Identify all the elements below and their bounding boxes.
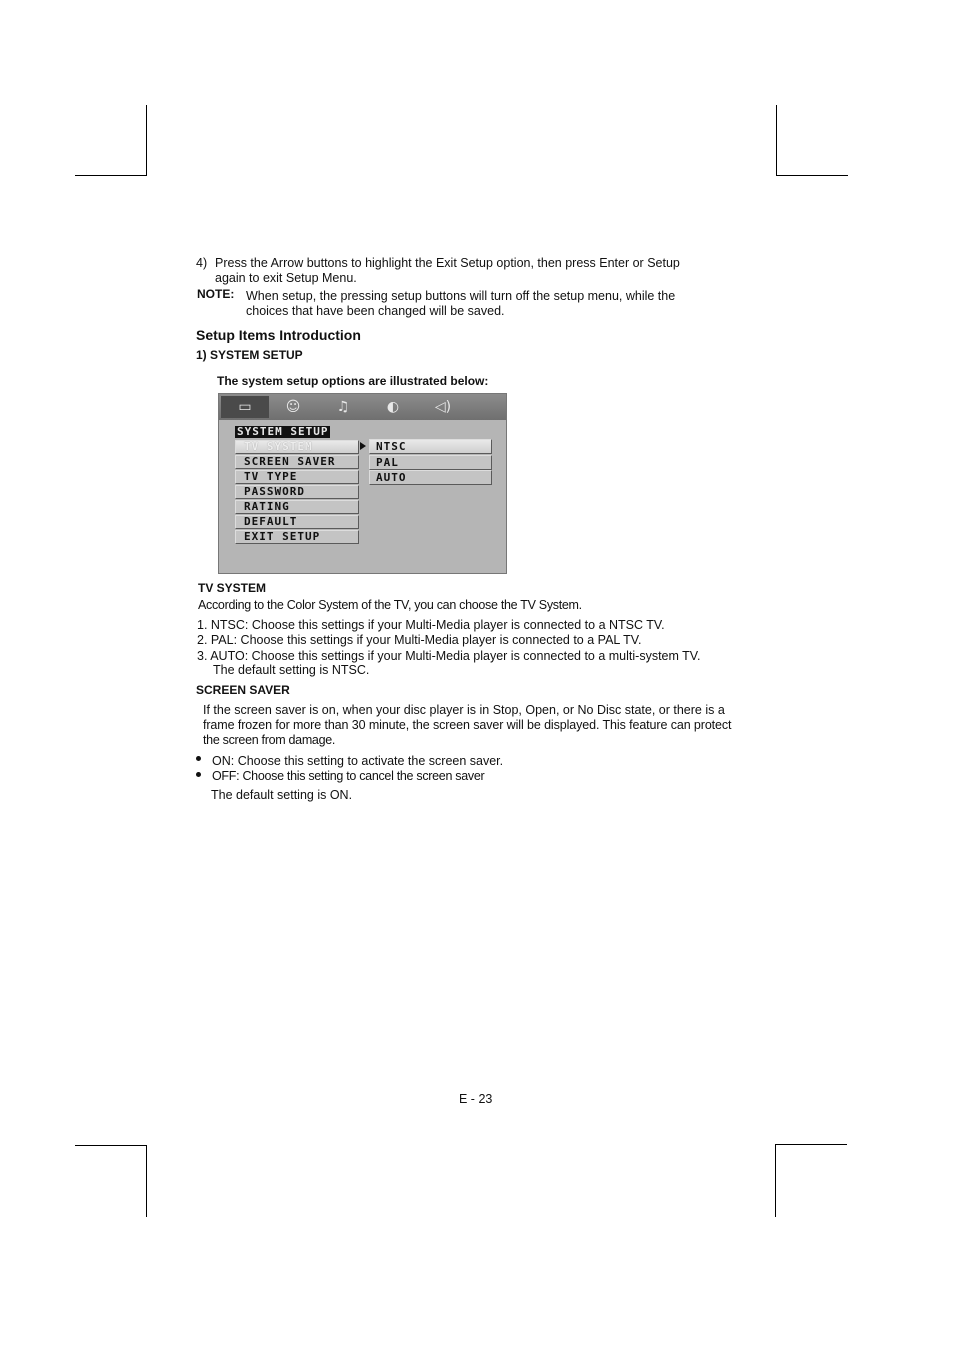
osd-menu-rating[interactable] [235,500,359,514]
osd-menu-default[interactable] [235,515,359,529]
step4-line2: again to exit Setup Menu. [215,271,357,285]
tv-system-heading: TV SYSTEM [198,581,267,595]
speaker-icon: ◁) [434,399,452,415]
osd-menu-label: DEFAULT [244,515,298,528]
crop-mark-top-right-v [776,105,777,176]
osd-menu-label: SCREEN SAVER [244,455,336,468]
crop-mark-bottom-right-h [775,1144,847,1145]
osd-option-label: AUTO [376,471,407,484]
step-number: 4) [196,256,208,270]
crop-mark-top-left-v [146,105,147,176]
screen-saver-on: ON: Choose this setting to activate the screen saver. [212,754,504,768]
system-icon: ▭ [221,396,269,418]
tv-system-item-auto: 3. AUTO: Choose this settings if your Multi-Media player is connected to a multi-system TV. [197,649,701,663]
tv-system-item-pal: 2. PAL: Choose this settings if your Multi-Media player is connected to a PAL TV. [197,633,642,647]
osd-menu-label: PASSWORD [244,485,305,498]
video-icon: ◐ [386,399,400,415]
crop-mark-top-left-h [75,175,147,176]
screen-saver-para-line2: frame frozen for more than 30 minute, the screen saver will be displayed. This feature can protect [203,718,732,732]
osd-title: SYSTEM SETUP [237,425,329,438]
note-line2: choices that have been changed will be saved. [246,304,505,318]
osd-menu-screen-saver[interactable] [235,455,359,469]
screen-saver-para-line3: the screen from damage. [203,733,336,747]
screen-saver-default: The default setting is ON. [211,788,353,802]
note-line1: When setup, the pressing setup buttons will turn off the setup menu, while the [246,289,676,303]
osd-menu-label: EXIT SETUP [244,530,321,543]
language-icon: ☺ [285,399,301,415]
bullet-icon [196,772,201,777]
osd-menu-password[interactable] [235,485,359,499]
crop-mark-bottom-right-v [775,1144,776,1217]
osd-menu-exit-setup[interactable] [235,530,359,544]
osd-option-label: PAL [376,456,399,469]
osd-option-label: NTSC [376,440,407,453]
setup-items-heading: Setup Items Introduction [196,327,361,343]
bullet-icon [196,756,201,761]
crop-mark-top-right-h [776,175,848,176]
osd-option-auto[interactable] [369,470,492,485]
screen-saver-heading: SCREEN SAVER [196,683,290,697]
audio-icon: ♫ [336,399,350,415]
osd-option-pal[interactable] [369,455,492,470]
arrow-right-icon [360,442,366,450]
osd-option-ntsc[interactable] [369,439,492,454]
crop-mark-bottom-left-v [146,1145,147,1217]
tv-system-intro: According to the Color System of the TV, you can choose the TV System. [198,598,582,612]
osd-tab-bar [219,394,506,420]
osd-menu-label: TV TYPE [244,470,298,483]
screen-saver-off: OFF: Choose this setting to cancel the screen saver [212,769,485,783]
osd-menu-label: RATING [244,500,290,513]
system-setup-screenshot [218,393,507,574]
osd-menu-tv-system[interactable] [235,440,359,454]
tv-system-default: The default setting is NTSC. [213,663,370,677]
illustration-caption: The system setup options are illustrated below: [217,374,489,388]
crop-mark-bottom-left-h [75,1145,147,1146]
system-setup-heading: 1) SYSTEM SETUP [196,348,303,362]
osd-menu-label: TV SYSTEM [244,440,313,453]
note-label: NOTE: [197,287,235,301]
page-number: E - 23 [459,1092,493,1106]
screen-saver-para-line1: If the screen saver is on, when your disc player is in Stop, Open, or No Disc state, or there is a [203,703,725,717]
step4-line1: Press the Arrow buttons to highlight the Exit Setup option, then press Enter or Setup [215,256,680,270]
tv-system-item-ntsc: 1. NTSC: Choose this settings if your Multi-Media player is connected to a NTSC TV. [197,618,665,632]
osd-menu-tv-type[interactable] [235,470,359,484]
